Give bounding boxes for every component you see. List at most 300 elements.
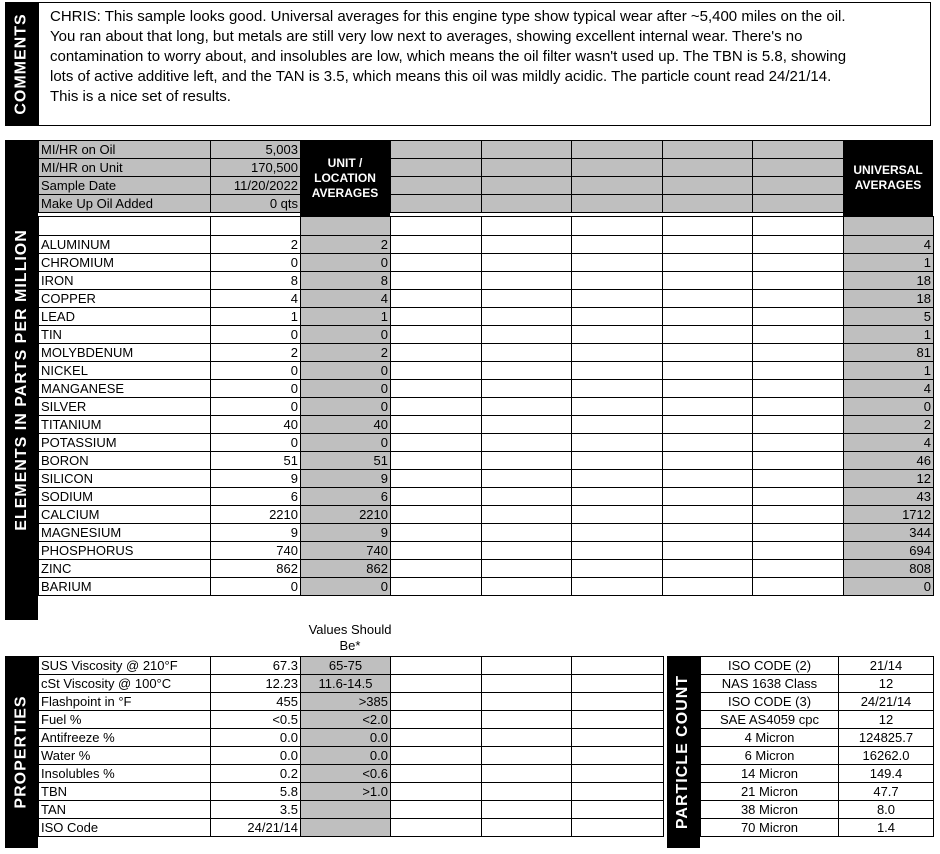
element-history-cell (753, 272, 844, 290)
element-history-cell (391, 398, 482, 416)
element-history-cell (753, 434, 844, 452)
property-value: 0.0 (211, 747, 301, 765)
elements-side-label (5, 140, 38, 620)
property-history-cell (391, 693, 482, 711)
element-unit-average: 0 (301, 434, 391, 452)
property-history-cell (482, 729, 572, 747)
element-history-cell (753, 488, 844, 506)
sample-info-table (38, 140, 301, 213)
values-should-be-label: Values Should Be* (308, 622, 392, 653)
element-unit-average: 862 (301, 560, 391, 578)
element-history-cell (391, 578, 482, 596)
property-history-cell (482, 801, 572, 819)
element-history-cell (663, 326, 753, 344)
element-value: 4 (211, 290, 301, 308)
element-history-cell (391, 488, 482, 506)
property-row (39, 801, 664, 819)
element-value: 51 (211, 452, 301, 470)
particle-count-value: 16262.0 (839, 747, 934, 765)
property-history-cell (391, 801, 482, 819)
particle-count-row (701, 783, 934, 801)
element-history-cell (753, 254, 844, 272)
element-universal-average: 1 (844, 254, 934, 272)
property-history-cell (391, 819, 482, 837)
element-history-cell (391, 254, 482, 272)
element-history-cell (753, 470, 844, 488)
particle-count-name: 4 Micron (701, 729, 839, 747)
element-name: CHROMIUM (39, 254, 211, 272)
element-history-cell (663, 452, 753, 470)
element-history-cell (572, 380, 663, 398)
element-history-cell (572, 578, 663, 596)
element-name: TIN (39, 326, 211, 344)
element-history-cell (391, 344, 482, 362)
unit-location-header-text: UNIT / LOCATION AVERAGES (311, 155, 379, 200)
element-value: 1 (211, 308, 301, 326)
element-row (39, 416, 934, 434)
comments-side-label (5, 2, 38, 126)
element-row (39, 470, 934, 488)
element-history-cell (753, 506, 844, 524)
element-value: 0 (211, 380, 301, 398)
element-name: SILICON (39, 470, 211, 488)
element-history-cell (572, 434, 663, 452)
element-history-cell (572, 362, 663, 380)
element-universal-average: 18 (844, 290, 934, 308)
property-name: Water % (39, 747, 211, 765)
element-name: SODIUM (39, 488, 211, 506)
element-history-cell (572, 524, 663, 542)
element-history-cell (663, 542, 753, 560)
property-row (39, 747, 664, 765)
property-should-be (301, 801, 391, 819)
property-history-cell (482, 675, 572, 693)
element-history-cell (663, 578, 753, 596)
element-name: LEAD (39, 308, 211, 326)
particle-count-name: ISO CODE (3) (701, 693, 839, 711)
property-row (39, 819, 664, 837)
sample-info-label: Make Up Oil Added (39, 195, 211, 213)
element-history-cell (391, 470, 482, 488)
element-history-cell (753, 398, 844, 416)
property-history-cell (572, 819, 664, 837)
element-row (39, 236, 934, 254)
unit-location-header (300, 140, 390, 216)
universal-header-text: UNIVERSAL AVERAGES (853, 163, 923, 192)
element-universal-average: 12 (844, 470, 934, 488)
element-row (39, 452, 934, 470)
particle-count-value: 12 (839, 675, 934, 693)
property-history-cell (391, 675, 482, 693)
particle-count-row (701, 711, 934, 729)
element-universal-average: 81 (844, 344, 934, 362)
element-value: 8 (211, 272, 301, 290)
element-history-cell (391, 362, 482, 380)
properties-side-label (5, 656, 38, 848)
particle-count-value: 149.4 (839, 765, 934, 783)
element-universal-average: 1 (844, 362, 934, 380)
element-history-cell (572, 290, 663, 308)
element-history-cell (663, 380, 753, 398)
property-value: 12.23 (211, 675, 301, 693)
history-grid-cell (572, 177, 663, 195)
sample-info-row (39, 195, 301, 213)
particle-count-value: 12 (839, 711, 934, 729)
element-history-cell (572, 416, 663, 434)
element-name: BARIUM (39, 578, 211, 596)
element-history-cell (482, 344, 572, 362)
particle-count-row (701, 729, 934, 747)
element-history-cell (753, 326, 844, 344)
particle-count-row (701, 657, 934, 675)
element-universal-average: 344 (844, 524, 934, 542)
element-value: 862 (211, 560, 301, 578)
element-history-cell (391, 560, 482, 578)
particle-count-row (701, 765, 934, 783)
sample-info-label: Sample Date (39, 177, 211, 195)
particle-count-table (700, 656, 934, 837)
element-unit-average: 40 (301, 416, 391, 434)
element-row (39, 290, 934, 308)
element-history-cell (482, 452, 572, 470)
history-grid-cell (482, 141, 572, 159)
sample-info-value: 170,500 (211, 159, 301, 177)
element-history-cell (572, 254, 663, 272)
element-unit-average: 6 (301, 488, 391, 506)
particle-count-name: 38 Micron (701, 801, 839, 819)
element-history-cell (753, 452, 844, 470)
element-history-cell (663, 506, 753, 524)
sample-info-row (39, 159, 301, 177)
element-history-cell (391, 416, 482, 434)
comments-box (38, 2, 931, 126)
element-history-cell (572, 470, 663, 488)
element-value: 40 (211, 416, 301, 434)
element-unit-average: 2 (301, 236, 391, 254)
particle-count-row (701, 693, 934, 711)
sample-history-grid (390, 140, 844, 213)
element-universal-average: 5 (844, 308, 934, 326)
element-history-cell (482, 506, 572, 524)
elements-table (38, 235, 934, 596)
element-history-cell (753, 560, 844, 578)
element-history-cell (482, 488, 572, 506)
property-should-be: 0.0 (301, 729, 391, 747)
element-history-cell (753, 290, 844, 308)
element-value: 0 (211, 362, 301, 380)
element-unit-average: 0 (301, 362, 391, 380)
particle-count-row (701, 675, 934, 693)
element-name: IRON (39, 272, 211, 290)
element-history-cell (663, 488, 753, 506)
property-history-cell (391, 783, 482, 801)
element-universal-average: 808 (844, 560, 934, 578)
particle-side-label (667, 656, 700, 848)
element-history-cell (753, 362, 844, 380)
sample-info-value: 5,003 (211, 141, 301, 159)
element-history-cell (482, 434, 572, 452)
property-history-cell (482, 819, 572, 837)
particle-count-name: 14 Micron (701, 765, 839, 783)
element-history-cell (482, 254, 572, 272)
property-should-be: <0.6 (301, 765, 391, 783)
element-history-cell (753, 308, 844, 326)
particle-count-row (701, 747, 934, 765)
element-history-cell (663, 434, 753, 452)
element-universal-average: 46 (844, 452, 934, 470)
element-universal-average: 0 (844, 398, 934, 416)
element-history-cell (663, 362, 753, 380)
element-history-cell (753, 578, 844, 596)
element-history-cell (391, 524, 482, 542)
property-value: <0.5 (211, 711, 301, 729)
element-history-cell (391, 506, 482, 524)
element-unit-average: 2210 (301, 506, 391, 524)
element-value: 0 (211, 398, 301, 416)
particle-count-row (701, 801, 934, 819)
property-name: Insolubles % (39, 765, 211, 783)
element-row (39, 506, 934, 524)
element-value: 9 (211, 524, 301, 542)
element-value: 2 (211, 236, 301, 254)
element-name: MANGANESE (39, 380, 211, 398)
particle-count-name: 6 Micron (701, 747, 839, 765)
element-name: BORON (39, 452, 211, 470)
history-grid-row (391, 195, 844, 213)
element-history-cell (572, 344, 663, 362)
element-history-cell (572, 488, 663, 506)
element-row (39, 542, 934, 560)
properties-table (38, 656, 664, 837)
property-row (39, 657, 664, 675)
property-value: 67.3 (211, 657, 301, 675)
property-history-cell (572, 729, 664, 747)
particle-count-value: 124825.7 (839, 729, 934, 747)
element-history-cell (482, 236, 572, 254)
comments-text: CHRIS: This sample looks good. Universal averages for this engine type show typical wear after ~5,400 miles on the oil. You ran about that long, but metals are still very low next to averages, showing excellent internal wear. There's no contamination to worry about, and insolubles are low, which means the oil filter wasn't used up. The TBN is 5.8, showing lots of active additive left, and the TAN is 3.5, which means this oil was mildly acidic. The particle count read 24/21/14. This is a nice set of results. (50, 8, 847, 105)
history-grid-cell (391, 195, 482, 213)
element-history-cell (663, 470, 753, 488)
property-history-cell (572, 675, 664, 693)
element-history-cell (663, 272, 753, 290)
element-history-cell (391, 326, 482, 344)
property-row (39, 729, 664, 747)
particle-count-name: ISO CODE (2) (701, 657, 839, 675)
property-history-cell (391, 729, 482, 747)
property-name: SUS Viscosity @ 210°F (39, 657, 211, 675)
property-should-be: >385 (301, 693, 391, 711)
element-unit-average: 0 (301, 254, 391, 272)
element-name: ZINC (39, 560, 211, 578)
element-row (39, 344, 934, 362)
element-history-cell (482, 578, 572, 596)
element-history-cell (663, 344, 753, 362)
property-should-be: <2.0 (301, 711, 391, 729)
element-history-cell (391, 236, 482, 254)
property-history-cell (572, 801, 664, 819)
element-name: MOLYBDENUM (39, 344, 211, 362)
element-history-cell (482, 380, 572, 398)
element-history-cell (482, 290, 572, 308)
property-history-cell (482, 693, 572, 711)
element-history-cell (482, 524, 572, 542)
element-history-cell (482, 362, 572, 380)
property-history-cell (572, 747, 664, 765)
element-history-cell (572, 272, 663, 290)
property-history-cell (572, 657, 664, 675)
element-history-cell (391, 308, 482, 326)
element-history-cell (663, 236, 753, 254)
property-history-cell (482, 747, 572, 765)
element-unit-average: 0 (301, 380, 391, 398)
element-row (39, 524, 934, 542)
element-universal-average: 694 (844, 542, 934, 560)
particle-count-value: 24/21/14 (839, 693, 934, 711)
element-history-cell (753, 344, 844, 362)
element-universal-average: 1 (844, 326, 934, 344)
history-grid-cell (753, 195, 844, 213)
element-unit-average: 9 (301, 524, 391, 542)
element-history-cell (663, 398, 753, 416)
history-grid-cell (572, 141, 663, 159)
element-history-cell (572, 560, 663, 578)
element-name: PHOSPHORUS (39, 542, 211, 560)
element-history-cell (482, 308, 572, 326)
element-history-cell (391, 272, 482, 290)
property-history-cell (482, 711, 572, 729)
particle-count-name: 21 Micron (701, 783, 839, 801)
particle-count-value: 1.4 (839, 819, 934, 837)
element-history-cell (572, 308, 663, 326)
property-history-cell (391, 711, 482, 729)
element-history-cell (482, 398, 572, 416)
property-history-cell (572, 765, 664, 783)
history-grid-cell (663, 177, 753, 195)
history-grid-cell (391, 159, 482, 177)
property-value: 24/21/14 (211, 819, 301, 837)
property-name: ISO Code (39, 819, 211, 837)
property-name: Flashpoint in °F (39, 693, 211, 711)
element-history-cell (572, 542, 663, 560)
element-history-cell (482, 560, 572, 578)
element-universal-average: 1712 (844, 506, 934, 524)
element-history-cell (391, 380, 482, 398)
property-history-cell (482, 657, 572, 675)
element-row (39, 578, 934, 596)
element-history-cell (572, 398, 663, 416)
history-grid-cell (391, 177, 482, 195)
property-value: 5.8 (211, 783, 301, 801)
element-unit-average: 1 (301, 308, 391, 326)
element-value: 0 (211, 434, 301, 452)
element-row (39, 434, 934, 452)
history-grid-cell (482, 195, 572, 213)
property-history-cell (482, 765, 572, 783)
history-grid-row (391, 141, 844, 159)
element-name: CALCIUM (39, 506, 211, 524)
particle-count-value: 8.0 (839, 801, 934, 819)
spacer-row (38, 216, 934, 236)
property-name: Antifreeze % (39, 729, 211, 747)
history-grid-cell (482, 159, 572, 177)
element-history-cell (572, 326, 663, 344)
history-grid-cell (753, 141, 844, 159)
property-name: TBN (39, 783, 211, 801)
element-value: 2 (211, 344, 301, 362)
element-value: 0 (211, 254, 301, 272)
property-name: Fuel % (39, 711, 211, 729)
particle-count-name: 70 Micron (701, 819, 839, 837)
element-unit-average: 740 (301, 542, 391, 560)
element-value: 740 (211, 542, 301, 560)
history-grid-cell (753, 177, 844, 195)
element-unit-average: 51 (301, 452, 391, 470)
element-row (39, 398, 934, 416)
history-grid-row (391, 177, 844, 195)
element-row (39, 272, 934, 290)
element-value: 0 (211, 326, 301, 344)
element-unit-average: 8 (301, 272, 391, 290)
sample-info-value: 0 qts (211, 195, 301, 213)
element-history-cell (482, 470, 572, 488)
element-history-cell (753, 380, 844, 398)
element-history-cell (753, 542, 844, 560)
element-history-cell (663, 560, 753, 578)
history-grid-cell (391, 141, 482, 159)
element-unit-average: 9 (301, 470, 391, 488)
element-name: MAGNESIUM (39, 524, 211, 542)
element-row (39, 254, 934, 272)
element-history-cell (753, 416, 844, 434)
history-grid-cell (663, 159, 753, 177)
particle-count-value: 47.7 (839, 783, 934, 801)
property-history-cell (391, 747, 482, 765)
element-history-cell (663, 416, 753, 434)
element-universal-average: 18 (844, 272, 934, 290)
sample-info-label: MI/HR on Oil (39, 141, 211, 159)
sample-info-row (39, 177, 301, 195)
element-history-cell (482, 326, 572, 344)
element-history-cell (572, 452, 663, 470)
element-name: COPPER (39, 290, 211, 308)
element-name: NICKEL (39, 362, 211, 380)
element-value: 6 (211, 488, 301, 506)
element-history-cell (391, 290, 482, 308)
element-row (39, 308, 934, 326)
element-name: ALUMINUM (39, 236, 211, 254)
history-grid-cell (663, 195, 753, 213)
element-row (39, 362, 934, 380)
element-value: 9 (211, 470, 301, 488)
element-universal-average: 4 (844, 236, 934, 254)
element-name: TITANIUM (39, 416, 211, 434)
history-grid-cell (663, 141, 753, 159)
element-history-cell (391, 452, 482, 470)
sample-info-row (39, 141, 301, 159)
property-value: 3.5 (211, 801, 301, 819)
property-history-cell (391, 657, 482, 675)
history-grid-cell (482, 177, 572, 195)
sample-info-value: 11/20/2022 (211, 177, 301, 195)
history-grid-row (391, 159, 844, 177)
element-name: POTASSIUM (39, 434, 211, 452)
element-row (39, 488, 934, 506)
universal-header (843, 140, 933, 216)
element-unit-average: 0 (301, 398, 391, 416)
property-history-cell (572, 783, 664, 801)
properties-label: PROPERTIES (12, 695, 30, 809)
element-history-cell (391, 542, 482, 560)
